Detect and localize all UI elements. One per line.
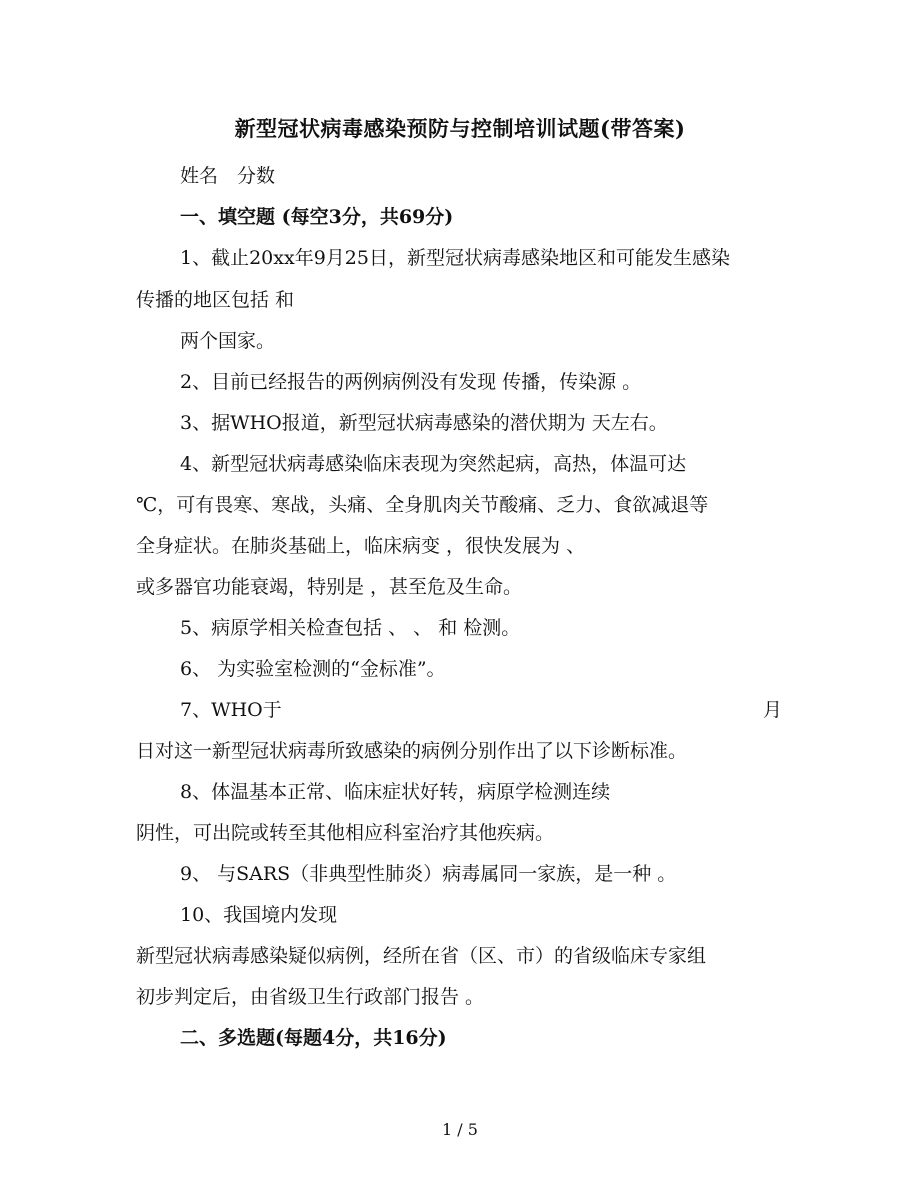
- page-number: 1 / 5: [442, 1120, 478, 1139]
- section-heading-multiple-choice: 二、多选题(每题4分，共16分): [180, 1027, 447, 1049]
- question-8-line-1: 8、体温基本正常、临床症状好转，病原学检测连续: [180, 781, 611, 803]
- question-10-line-1: 10、我国境内发现: [180, 904, 338, 926]
- question-10-line-2: 新型冠状病毒感染疑似病例，经所在省（区、市）的省级临床专家组: [136, 945, 707, 967]
- question-1-line-3: 两个国家。: [180, 330, 276, 352]
- question-5: 5、病原学相关检查包括 、 、 和 检测。: [180, 617, 521, 639]
- question-9: 9、 与SARS（非典型性肺炎）病毒属同一家族，是一种 。: [180, 863, 677, 885]
- question-10-line-3: 初步判定后，由省级卫生行政部门报告 。: [136, 986, 485, 1008]
- question-3: 3、据WHO报道，新型冠状病毒感染的潜伏期为 天左右。: [180, 412, 668, 434]
- question-4-line-2: ℃，可有畏寒、寒战，头痛、全身肌肉关节酸痛、乏力、食欲减退等: [136, 494, 709, 516]
- question-4-line-3: 全身症状。在肺炎基础上，临床病变 ，很快发展为 、: [136, 535, 586, 557]
- question-4-line-1: 4、新型冠状病毒感染临床表现为突然起病，高热，体温可达: [180, 453, 687, 475]
- question-2: 2、目前已经报告的两例病例没有发现 传播，传染源 。: [180, 371, 642, 393]
- question-4-line-4: 或多器官功能衰竭，特别是 ，甚至危及生命。: [136, 576, 523, 598]
- question-1-line-2: 传播的地区包括 和: [136, 289, 295, 311]
- question-7-line-2: 日对这一新型冠状病毒所致感染的病例分别作出了以下诊断标准。: [136, 740, 688, 762]
- name-score-line: 姓名 分数: [180, 165, 276, 187]
- question-1-line-1: 1、截止20xx年9月25日，新型冠状病毒感染地区和可能发生感染: [180, 247, 730, 269]
- document-title: 新型冠状病毒感染预防与控制培训试题(带答案): [234, 116, 686, 141]
- question-7-line-1: 7、WHO于: [180, 699, 282, 721]
- question-7-month: 月: [763, 699, 783, 721]
- question-6: 6、 为实验室检测的“金标准”。: [180, 658, 446, 680]
- section-heading-fill-in: 一、填空题 (每空3分，共69分): [180, 206, 454, 228]
- question-8-line-2: 阴性，可出院或转至其他相应科室治疗其他疾病。: [136, 822, 555, 844]
